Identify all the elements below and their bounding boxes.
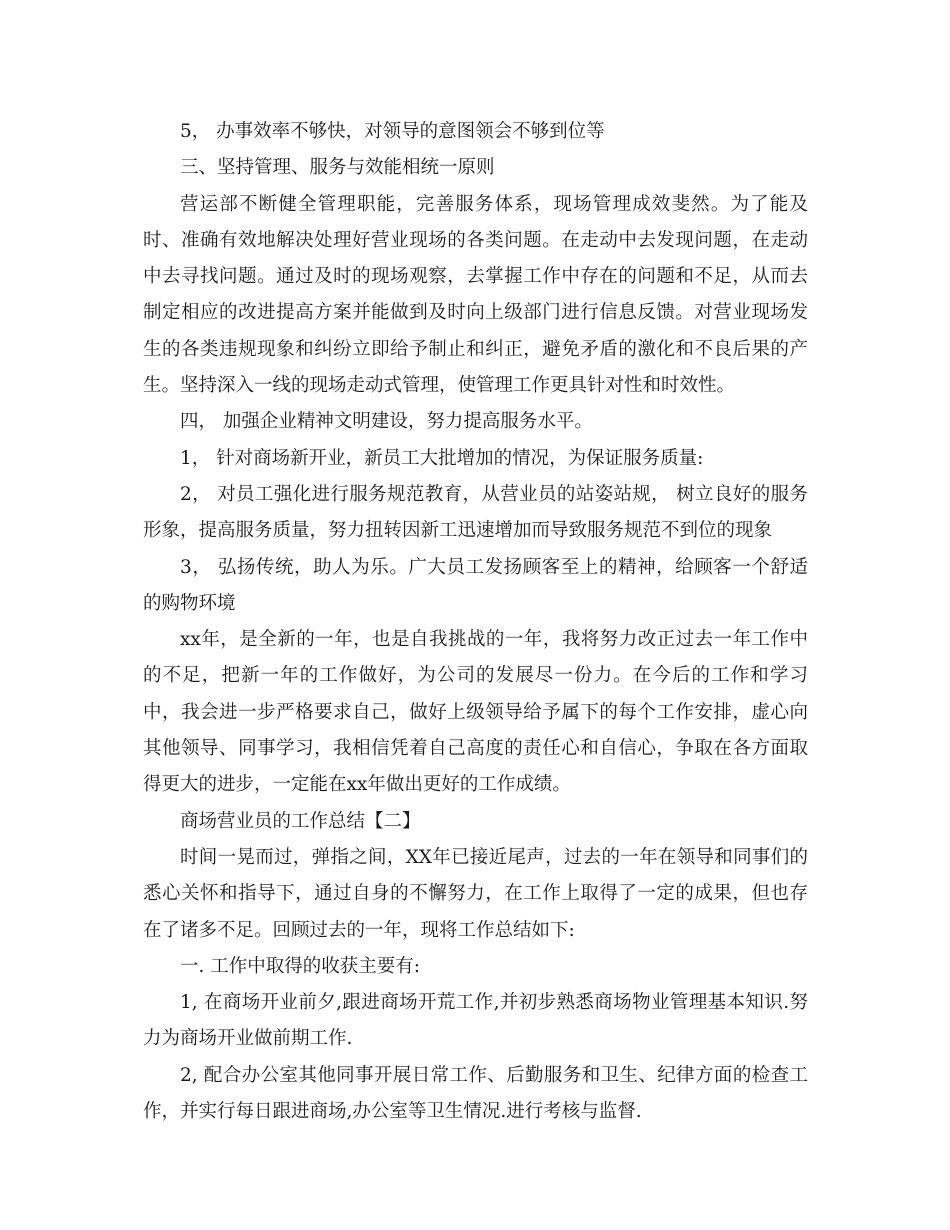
list-item-1: 1， 针对商场新开业，新员工大批增加的情况，为保证服务质量: [180, 447, 704, 469]
paragraph-intro-2: 时间一晃而过，弹指之间，XX年已接近尾声，过去的一年在领导和同事们的悉心关怀和指导下，通过自身的不懈努力，在工作上取得了一定的成果，但也存在了诸多不足。回顾过去的一年，现将工作总结如下: [143, 846, 808, 941]
paragraph-efficiency-issue: 5， 办事效率不够快，对领导的意图领会不够到位等 [180, 121, 605, 142]
list-item-3: 3， 弘扬传统，助人为乐。广大员工发扬顾客至上的精神，给顾客一个舒适的购物环境 [143, 556, 808, 614]
gain-item-2: 2, 配合办公室其他同事开展日常工作、后勤服务和卫生、纪律方面的检查工作，并实行每日跟进商场,办公室等卫生情况.进行考核与监督. [143, 1064, 808, 1123]
paragraph-operations: 营运部不断健全管理职能，完善服务体系，现场管理成效斐然。为了能及时、准确有效地解决处理好营业现场的各类问题。在走动中去发现问题，在走动中去寻找问题。通过及时的现场观察，去掌握工作中存在的问题和不足，从而去制定相应的改进提高方案并能做到及时向上级部门进行信息反馈。对营业现场发生的各类违规现象和纠纷立即给予制止和纠正，避免矛盾的激化和不良后果的产生。坚持深入一线的现场走动式管理，使管理工作更具针对性和时效性。 [143, 193, 808, 397]
section-heading-4: 四， 加强企业精神文明建设，努力提高服务水平。 [180, 411, 593, 433]
paragraph-new-year: xx年，是全新的一年，也是自我挑战的一年，我将努力改正过去一年工作中的不足，把新一年的工作做好，为公司的发展尽一份力。在今后的工作和学习中，我会进一步严格要求自己，做好上级领导给予属下的每个工作安排，虚心向其他领导、同事学习，我相信凭着自己高度的责任心和自信心，争取在各方面取得更大的进步，一定能在xx年做出更好的工作成绩。 [143, 629, 808, 796]
gain-item-1: 1, 在商场开业前夕,跟进商场开荒工作,并初步熟悉商场物业管理基本知识.努力为商场开业做前期工作. [143, 992, 808, 1050]
document-body [143, 114, 808, 1130]
section-heading-3: 三、坚持管理、服务与效能相统一原则 [180, 157, 495, 179]
list-item-2: 2， 对员工强化进行服务规范教育，从营业员的站姿站规， 树立良好的服务形象，提高服务质量，努力扭转因新工迅速增加而导致服务规范不到位的现象 [143, 483, 808, 542]
section-title-part-2: 商场营业员的工作总结【二】 [180, 810, 421, 832]
section-heading-gains: 一. 工作中取得的收获主要有: [180, 955, 420, 977]
